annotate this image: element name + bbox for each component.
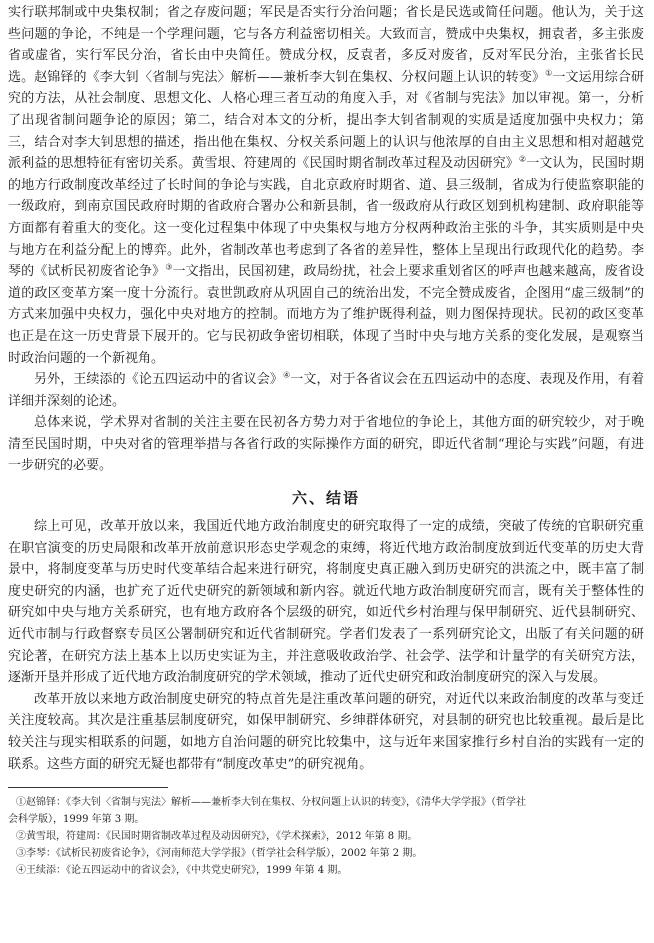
footnote-divider	[8, 787, 168, 788]
section-heading: 六、结语	[291, 489, 360, 508]
paragraph-text: 实行联邦制或中央集权制；省之存废问题；军民是否实行分治问题；省长是民选或简任问题。他认为，关于这些问题的争论，不纯是一个学理问题，它与各方利益密切相关。大致而言，赞成中央集权，拥袁者，多主张废省或虚省，实行军民分治，省长由中央简任。赞成分权，反袁者，多反对废省，反对军民分治，主张省长民选。赵锦铎的《李大钊〈省制与宪法〉解析——兼析李大钊在集权、分权问题上认识的转变》	[8, 5, 644, 85]
footnote-item: ④王续添：《论五四运动中的省议会》，《中共党史研究》，1999 年第 4 期。	[16, 865, 348, 877]
conclusion-paragraph: 改革开放以来地方政治制度史研究的特点首先是注重改革问题的研究，对近代以来政治制度的改革与变迁关注度较高。其次是注重基层制度研究，如保甲制研究、乡绅群体研究，对县制的研究也比较重视。最后是比较关注与现实相联系的问题，如地方自治问题的研究比较集中，这与近年来国家推行乡村自治的实践有一定的联系。这些方面的研究无疑也都带有“制度改革史”的研究视角。	[8, 691, 644, 772]
body-paragraph: 总体来说，学术界对省制的关注主要在民初各方势力对于省地位的争论上，其他方面的研究较少，对于晚清至民国时期，中央对省的管理举措与各省行政的实际操作方面的研究，即近代省制“理论与实践”问题，有进一步研究的必要。	[8, 415, 644, 474]
body-paragraph-continuation	[8, 2, 644, 369]
footnote-item: ②黄雪垠，符建周：《民国时期省制改革过程及动因研究》，《学术探索》，2012 年第 8 期。	[16, 831, 418, 843]
paragraph-text: 一文认为，民国时期的地方行政制度改革经过了长时间的争论与实践，自北京政府时期省、道、县三级制，省成为行使监察职能的一级政府，到南京国民政府时期的省政府合署办公和新县制，省一级政府从行政区划到机构建制、政府职能等方面都有着重大的变化。这一变化过程集中体现了中央集权与地方分权两种政治主张的斗争，其实质则是中央与地方在利益分配上的博弈。此外，省制改革也考虑到了各省的差异性，整体上呈现出行政现代化的趋势。李琴的《试析民初废省论争》	[8, 156, 644, 280]
footnote-ref-1[interactable]: ①	[545, 68, 553, 78]
paragraph-text: 一文指出，民国初建，政局纷扰，社会上要求重划省区的呼声也越来越高，废省设道的政区变革方案一度十分流行。袁世凯政府从巩固自己的统治出发，不完全赞成废省，企图用“虚三级制”的方式来加强中央权力，强化中央对地方的控制。而地方为了维护既得利益，则力图保持现状。民初的政区变革也正是在这一历史背景下展开的。它与民初政争密切相联，体现了当时中央与地方关系的变化发展，是观察当时政治问题的一个新视角。	[8, 264, 644, 366]
paragraph-text: 一文运用综合研究的方法，从社会制度、思想文化、人格心理三者互动的角度入手，对《省制与宪法》加以审视。第一，分析了出现省制问题争论的原因；第二，结合对本文的分析，提出李大钊省制观的实质是适度加强中央权力；第三，结合对李大钊思想的描述，指出他在集权、分权关系问题上的认识与他浓厚的自由主义思想和相对超越党派利益的思想特征有密切关系。黄雪垠、符建周的《民国时期省制改革过程及动因研究》	[8, 69, 644, 172]
paragraph-text: 另外，王续添的《论五四运动中的省议会》	[34, 372, 283, 388]
footnote-ref-4[interactable]: ④	[282, 370, 291, 380]
footnote-item: ③李琴：《试析民初废省论争》，《河南师范大学学报》（哲学社会科学版），2002 年第 2 期。	[16, 848, 423, 860]
footnote-item-continuation: 会科学版），1999 年第 3 期。	[8, 814, 145, 826]
footnotes	[8, 794, 644, 879]
footnote-ref-3[interactable]: ③	[165, 262, 173, 272]
body-paragraph	[8, 369, 644, 412]
footnote-item: ①赵锦铎：《李大钊〈省制与宪法〉解析——兼析李大钊在集权、分权问题上认识的转变》，《清华大学学报》（哲学社	[16, 797, 526, 809]
footnote-ref-2[interactable]: ②	[518, 154, 527, 164]
paragraph-text: 一文，对于各省议会在五四运动中的态度、表现及作用，有着详细并深刻的论述。	[8, 372, 644, 409]
conclusion-paragraph: 综上可见，改革开放以来，我国近代地方政治制度史的研究取得了一定的成绩，突破了传统的官职研究重在职官演变的历史局限和改革开放前意识形态史学观念的束缚，将近代地方政治制度放到近代变革的历史大背景中，将制度变革与历史时代变革结合起来进行研究，将制度史真正融入到历史研究的洪流之中，既丰富了制度史研究的内涵，也扩充了近代史研究的新领域和新内容。就近代地方政治制度研究而言，既有关于整体性的研究如中央与地方关系研究，也有地方政府各个层级的研究，如近代乡村治理与保甲制研究、近代县制研究、近代市制与行政督察专员区公署制研究和近代省制研究。学者们发表了一系列研究论文，出版了有关问题的研究论著，在研究方法上基本上以历史实证为主，并注意吸收政治学、社会学、法学和计量学的有关研究方法，逐渐开垦并形成了近代地方政治制度研究的学术领域，推动了近代史研究和政治制度研究的深入与发展。	[8, 519, 644, 686]
